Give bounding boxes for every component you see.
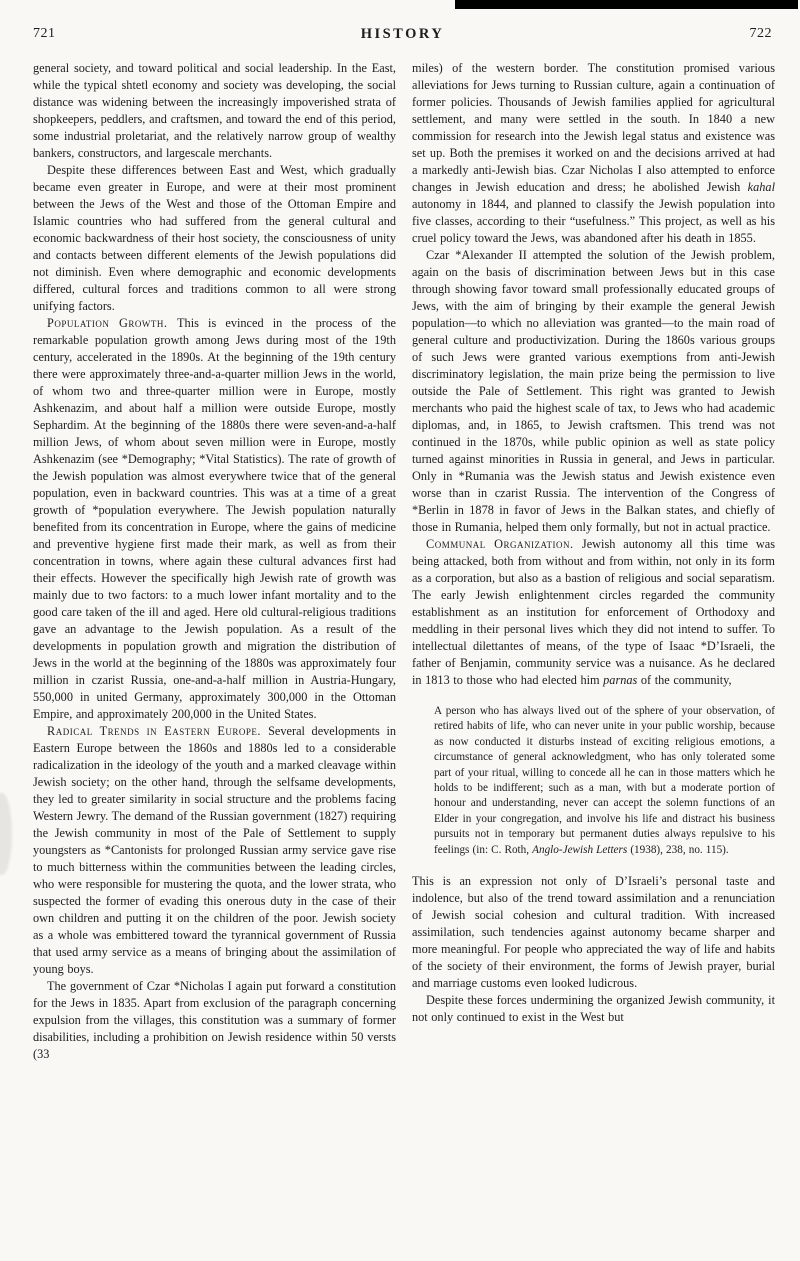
paragraph [33,60,396,162]
column-right [412,60,775,1063]
scan-edge-artifact-bar [455,0,798,9]
paragraph [412,60,775,247]
body-text: Despite these forces undermining the organized Jewish community, it not only continued to exist in the West but [412,993,775,1025]
body-text: Despite these differences between East and West, which gradually became even greater in Europe, and were at their most prominent between the Jews of the West and those of the Ottoman Empire and Islamic countries who had suffered from the general cultural and economic backwardness of their host society, the consciousness of unity and contacts between different elements of the Jewish populations did not diminish. Even where demographic and economic developments differed, cultural forces and traditions common to all were strong unifying factors. [33,163,396,313]
paragraph [412,247,775,536]
paragraph [33,723,396,978]
body-text: miles) of the western border. The constitution promised various alleviations for Jews turning to Russian culture, again a continuation of former policies. Thousands of Jewish families applied for agricultural settlement, and many were settled in the south. In 1840 a new commission for research into the Jewish legal status and existence was set up. Both the premises it worked on and the decisions arrived at had a markedly anti-Jewish bias. Czar Nicholas I also attempted to enforce changes in Jewish education and dress; he abolished Jewish [412,61,775,194]
block-quote [434,704,775,858]
page-title: HISTORY [360,26,445,42]
italic-term: parnas [603,673,638,687]
body-text: A person who has always lived out of the sphere of your observation, of retired habits of life, who can never unite in your public worship, because as now conducted it disturbs instead of exciting religious emotions, a circumstance of general acknowledgment, who has only tolerated some part of your ritual, willing to concede all he can in those matters which he holds to be indifferent; such as a man, with but a moderate portion of honour and understanding, never can accept the solemn functions of an Elder in your congregation, and involve his life and distract his business pursuits not in temporary but permanent duties always repulsive to his feelings (in: C. Roth, [434,705,775,856]
paragraph [412,873,775,992]
body-text: general society, and toward political and social leadership. In the East, while the typical shtetl economy and society was developing, the social distance was widening between the increasingly impoverished strata of shopkeepers, peddlers, and craftsmen, and toward the end of this period, some industrial proletariat, and the relatively narrow group of wealthy bankers, constructors, and largescale merchants. [33,61,396,160]
paragraph [33,315,396,723]
body-text: This is an expression not only of D’Israeli’s personal taste and indolence, but also of the trend toward assimilation and a renunciation of Jewish social cohesion and cultural tradition. With increased assimilation, such tendencies against autonomy became sharper and more meaningful. For people who appreciated the way of life and habits of the society of their environment, the forms of Jewish prayer, burial and marriage customs even looked ludicrous. [412,874,775,991]
body-text: Czar *Alexander II attempted the solution of the Jewish problem, again on the basis of discrimination between Jews but in this case through showing favor toward small professionally educated groups of Jews, with the aim of bringing by their example the general Jewish population—to which no alleviation was granted—to the main road of general culture and productivization. During the 1860s various groups of such Jews were granted various exemptions from anti-Jewish discriminatory legislation, the main prize being the permission to live outside the Pale of Settlement. This right was granted to Jewish merchants who paid the highest scale of tax, to Jews who had academic diplomas, and, in 1865, to Jewish craftsmen. This trend was not continued in the 1870s, while public opinion as well as state policy turned against minorities in Russia in general, and Jews in particular. Only in *Rumania was the Jewish status and Jewish existence even worse than in czarist Russia. The intervention of the Congress of *Berlin in 1878 in favor of Jews in the Balkan states, and chiefly of those in Rumania, helped them only formally, but not in actual practice. [412,248,775,534]
section-heading: Population Growth. [47,316,178,330]
body-text: This is evinced in the process of the remarkable population growth among Jews during most of the 19th century, accelerated in the 1890s. At the beginning of the 19th century there were approximately three-and-a-quarter million Jews in the world, of whom two and three-quarter million were in Europe, mostly Ashkenazim, and about half a million were outside Europe, mostly Sephardim. At the beginning of the 1880s there were seven-and-a-half million Jews, of whom about seven million were in Europe, mostly Ashkenazim (see *Demography; *Vital Statistics). The rate of growth of the Jewish population was almost everywhere twice that of the general population, even in backward countries. This was at a time of a great growth of *population everywhere. The Jewish population naturally benefited from its concentration in Europe, where the gains of medicine and preventive hygiene first made their mark, as well as from their concentration in towns, where again these cultural advances first had their effects. However the specifically high Jewish rate of growth was mainly due to two factors: to a much lower infant mortality and to the good care taken of the ill and aged. Here old cultural-religious traditions gave an advantage to the Jewish population. As a result of the developments in population growth and migration the distribution of Jews in the world at the beginning of the 1880s was approximately four million in czarist Russia, one-and-a-half million in Austria-Hungary, 550,000 in united Germany, approximately 300,000 in the Ottoman Empire, and approximately 200,000 in the United States. [33,316,396,721]
section-heading: Radical Trends in Eastern Europe. [47,724,269,738]
column-left [33,60,396,1063]
body-text: Jewish autonomy all this time was being attacked, both from without and from within, not only in its form as a corporation, but also as a bastion of religious and social separatism. The early Jewish enlightenment circles regarded the community establishment as an institution for enforcement of Orthodoxy and meddling in their personal lives which they did not intend to suffer. To intellectual dilettantes of means, of the type of Isaac *D’Israeli, the father of Benjamin, community service was a nuisance. As he declared in 1813 to those who had elected him [412,537,775,687]
body-text: of the community, [637,673,732,687]
text-columns [33,60,775,1063]
paragraph [33,978,396,1063]
body-text: Several developments in Eastern Europe between the 1860s and 1880s led to a considerable radicalization in the ideology of the youth and a marked cleavage within Jewish society; on the other hand, through the selfsame developments, they led to greater similarity in social structure and the problems facing Western Jewry. The demand of the Russian government (1827) requiring the Jewish community in most of the Pale of Settlement to supply youngsters as *Cantonists for prolonged Russian army service gave rise to much bitterness within the communities between the leading circles, who were responsible for mustering the quota, and the lower strata, who suspected the former of evading this onerous duty in the case of their own children and putting it on the children of the poor. Jewish society as a whole was embittered toward the tyrannical government of Russia that used army service as a means of bringing about the assimilation of young boys. [33,724,397,976]
scan-margin-artifact [0,793,12,875]
page-header [33,26,772,46]
paragraph [412,992,775,1026]
page-number-left: 721 [33,26,56,41]
paragraph [412,536,775,689]
italic-term: kahal [747,180,775,194]
body-text: autonomy in 1844, and planned to classify the Jewish population into five classes, according to their “usefulness.” This project, as well as his cruel policy toward the Jews, was abandoned after his death in 1855. [412,197,775,245]
section-heading: Communal Organization. [426,537,582,551]
body-text: The government of Czar *Nicholas I again put forward a constitution for the Jews in 1835. Apart from exclusion of the paragraph concerning expulsion from the villages, this constitution was a summary of former disabilities, including a prohibition on Jewish residence within 50 versts (33 [33,979,396,1061]
italic-term: Anglo-Jewish Letters [532,843,628,856]
page-number-right: 722 [749,26,772,41]
paragraph [33,162,396,315]
body-text: (1938), 238, no. 115). [627,843,729,856]
